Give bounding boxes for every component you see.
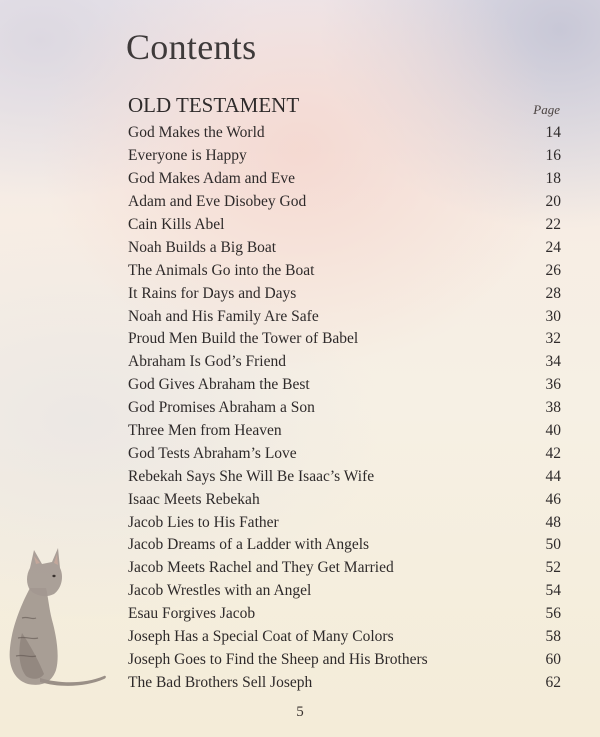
toc-entry[interactable] (128, 626, 561, 649)
toc-entry-title: Rebekah Says She Will Be Isaac’s Wife (128, 467, 375, 485)
toc-entry-page: 36 (545, 376, 561, 394)
toc-entry-title: The Animals Go into the Boat (128, 261, 315, 279)
toc-entry-page: 28 (545, 284, 561, 302)
toc-entry-page: 18 (545, 170, 561, 188)
toc-entry-page: 56 (545, 605, 561, 623)
toc-entry-page: 20 (545, 193, 561, 211)
toc-entry-page: 40 (545, 422, 561, 440)
toc-entry[interactable] (128, 488, 561, 511)
toc-entry-page: 46 (545, 490, 561, 508)
table-of-contents (128, 122, 561, 694)
toc-entry-title: Esau Forgives Jacob (128, 605, 256, 623)
toc-entry-title: Noah and His Family Are Safe (128, 307, 319, 325)
toc-entry-page: 52 (545, 559, 561, 577)
toc-entry-page: 38 (545, 399, 561, 417)
toc-entry-page: 58 (545, 628, 561, 646)
toc-entry[interactable] (128, 603, 561, 626)
toc-entry-title: God Promises Abraham a Son (128, 399, 315, 417)
toc-entry-title: Everyone is Happy (128, 147, 247, 165)
toc-entry-title: Joseph Goes to Find the Sheep and His Brothers (128, 650, 428, 668)
toc-entry-title: God Makes the World (128, 124, 265, 142)
toc-entry-page: 48 (545, 513, 561, 531)
toc-entry[interactable] (128, 465, 561, 488)
toc-entry[interactable] (128, 122, 561, 145)
toc-entry-page: 30 (545, 307, 561, 325)
toc-entry[interactable] (128, 648, 561, 671)
toc-entry[interactable] (128, 236, 561, 259)
toc-entry[interactable] (128, 671, 561, 694)
toc-entry[interactable] (128, 282, 561, 305)
toc-entry-title: Isaac Meets Rebekah (128, 490, 260, 508)
toc-entry-title: God Gives Abraham the Best (128, 376, 310, 394)
toc-entry-page: 24 (545, 238, 561, 256)
toc-entry-title: Joseph Has a Special Coat of Many Colors (128, 628, 394, 646)
toc-entry-page: 62 (545, 673, 561, 691)
toc-entry-page: 44 (545, 467, 561, 485)
toc-entry-title: Cain Kills Abel (128, 216, 225, 233)
page-number: 5 (296, 704, 304, 720)
toc-entry-page: 60 (545, 650, 561, 668)
toc-entry[interactable] (128, 259, 561, 282)
toc-entry-title: Noah Builds a Big Boat (128, 238, 277, 256)
toc-entry-title: Jacob Dreams of a Ladder with Angels (128, 536, 370, 554)
toc-entry[interactable] (128, 511, 561, 534)
toc-entry[interactable] (128, 328, 561, 351)
page-title: Contents (126, 27, 257, 67)
toc-entry-title: Proud Men Build the Tower of Babel (128, 330, 359, 348)
toc-entry[interactable] (128, 351, 561, 374)
toc-entry[interactable] (128, 557, 561, 580)
toc-entry-title: God Makes Adam and Eve (128, 170, 296, 188)
toc-entry-page: 32 (545, 330, 561, 348)
toc-entry[interactable] (128, 191, 561, 214)
toc-entry[interactable] (128, 305, 561, 328)
toc-entry-page: 14 (545, 124, 561, 142)
toc-entry-page: 50 (545, 536, 561, 554)
toc-entry-title: The Bad Brothers Sell Joseph (128, 673, 313, 691)
toc-entry-page: 42 (545, 444, 561, 462)
toc-entry-title: Three Men from Heaven (128, 422, 282, 440)
toc-entry-title: Abraham Is God’s Friend (128, 353, 286, 371)
page-column-label: Page (533, 102, 560, 117)
toc-entry[interactable] (128, 397, 561, 420)
toc-entry[interactable] (128, 374, 561, 397)
toc-entry[interactable] (128, 534, 561, 557)
toc-entry-page: 54 (545, 582, 561, 600)
toc-entry[interactable] (128, 168, 561, 191)
toc-entry-page: 34 (545, 353, 561, 371)
toc-entry-title: Jacob Meets Rachel and They Get Married (128, 559, 394, 577)
toc-entry-title: Jacob Lies to His Father (128, 513, 279, 531)
toc-entry[interactable] (128, 214, 561, 237)
section-heading: OLD TESTAMENT (128, 93, 300, 117)
toc-entry-page: 22 (545, 216, 561, 233)
toc-entry-title: It Rains for Days and Days (128, 284, 297, 302)
toc-entry-page: 16 (545, 147, 561, 165)
toc-entry[interactable] (128, 442, 561, 465)
toc-entry[interactable] (128, 145, 561, 168)
toc-entry-title: God Tests Abraham’s Love (128, 444, 297, 462)
cat-illustration (0, 548, 110, 688)
toc-entry[interactable] (128, 580, 561, 603)
toc-entry-page: 26 (545, 261, 561, 279)
toc-entry-title: Adam and Eve Disobey God (128, 193, 307, 211)
toc-entry-title: Jacob Wrestles with an Angel (128, 582, 312, 600)
toc-entry[interactable] (128, 420, 561, 443)
